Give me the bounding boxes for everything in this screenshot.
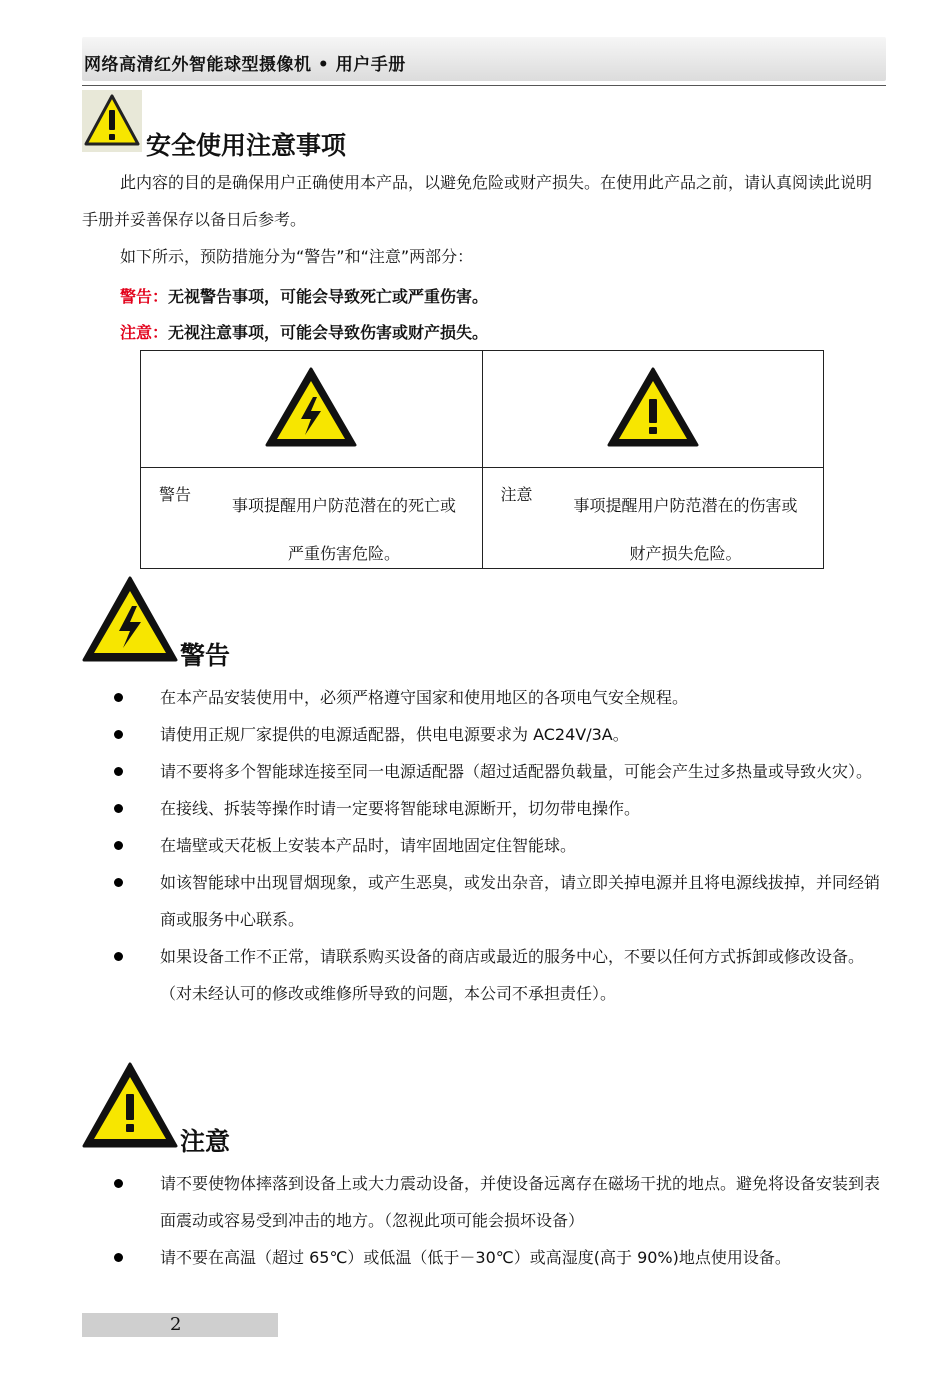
page-number: 2 <box>170 1314 182 1335</box>
symbol-desc-warning <box>141 468 483 569</box>
caution-summary <box>120 320 488 343</box>
list-item: 请不要在高温（超过 65℃）或低温（低于－30℃）或高湿度(高于 90%)地点使用设备。 <box>112 1239 884 1276</box>
symbol-desc-caution <box>482 468 824 569</box>
caution-section-title: 注意 <box>180 1127 231 1156</box>
list-item: 在墙壁或天花板上安装本产品时，请牢固地固定住智能球。 <box>112 827 884 864</box>
header-divider <box>82 85 886 86</box>
symbol-label-caution: 注意 <box>500 485 533 504</box>
list-item: 在接线、拆装等操作时请一定要将智能球电源断开，切勿带电操作。 <box>112 790 884 827</box>
symbol-cell-warning <box>141 351 483 468</box>
symbol-text-caution: 事项提醒用户防范潜在的伤害或财产损失危险。 <box>573 496 798 563</box>
warning-summary-text: 无视警告事项，可能会导致死亡或严重伤害。 <box>168 287 489 306</box>
symbol-text-warning: 事项提醒用户防范潜在的死亡或严重伤害危险。 <box>231 496 456 563</box>
list-item: 如该智能球中出现冒烟现象，或产生恶臭，或发出杂音，请立即关掉电源并且将电源线拔掉，并同经销商或服务中心联系。 <box>112 864 884 938</box>
list-item: 在本产品安装使用中，必须严格遵守国家和使用地区的各项电气安全规程。 <box>112 679 884 716</box>
exclamation-icon <box>605 363 701 451</box>
electric-shock-icon <box>263 363 359 451</box>
list-item: 请不要将多个智能球连接至同一电源适配器（超过适配器负载量，可能会产生过多热量或导致火灾）。 <box>112 753 884 790</box>
warning-list <box>112 679 884 1012</box>
caution-list <box>112 1165 884 1276</box>
symbol-cell-caution <box>482 351 824 468</box>
caution-section-icon <box>82 1060 178 1150</box>
list-item: 请不要使物体摔落到设备上或大力震动设备，并使设备远离存在磁场干扰的地点。避免将设备安装到表面震动或容易受到冲击的地方。（忽视此项可能会损坏设备） <box>112 1165 884 1239</box>
symbol-table <box>140 350 824 569</box>
safety-intro-2: 如下所示，预防措施分为“警告”和“注意”两部分： <box>120 247 474 266</box>
warning-section-title: 警告 <box>180 641 231 670</box>
caution-summary-text: 无视注意事项，可能会导致伤害或财产损失。 <box>168 323 489 342</box>
warning-summary-label: 警告： <box>120 287 169 306</box>
symbol-label-warning: 警告 <box>159 485 192 504</box>
caution-summary-label: 注意： <box>120 323 169 342</box>
warning-section-icon <box>82 574 178 664</box>
warning-summary <box>120 284 488 307</box>
safety-intro: 此内容的目的是确保用户正确使用本产品，以避免危险或财产损失。在使用此产品之前，请认真阅读此说明手册并妥善保存以备日后参考。 <box>82 173 873 229</box>
header-title: 网络高清红外智能球型摄像机 • 用户手册 <box>84 55 406 75</box>
list-item: 请使用正规厂家提供的电源适配器，供电电源要求为 AC24V/3A。 <box>112 716 884 753</box>
list-item: 如果设备工作不正常，请联系购买设备的商店或最近的服务中心，不要以任何方式拆卸或修改设备。（对未经认可的修改或维修所导致的问题，本公司不承担责任）。 <box>112 938 884 1012</box>
caution-icon <box>82 90 142 152</box>
safety-title: 安全使用注意事项 <box>146 131 347 160</box>
